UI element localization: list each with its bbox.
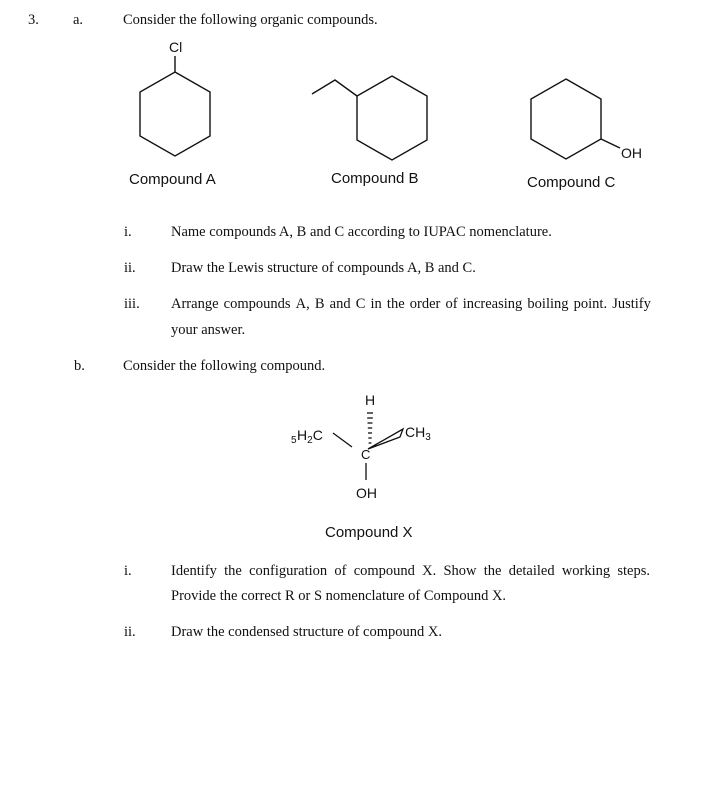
item-b-ii-label: ii. [124, 624, 136, 640]
word: B [314, 296, 325, 312]
compound-x-h: H [365, 392, 376, 408]
item-a-iii-label: iii. [124, 296, 140, 312]
word: of [445, 296, 458, 312]
compound-x-center-c: C [361, 447, 371, 462]
item-b-ii-text: Draw the condensed structure of compound X. [171, 624, 442, 640]
right-ch: CH [405, 424, 426, 440]
compound-b-name: Compound B [331, 170, 419, 187]
word: working [561, 563, 611, 579]
compound-x-name: Compound X [325, 524, 413, 541]
left-bond [333, 433, 352, 447]
compound-x-right-group [405, 424, 431, 443]
word: increasing [462, 296, 523, 312]
compound-c-name: Compound C [527, 174, 616, 191]
word: steps. [617, 563, 650, 579]
part-b-prompt: Consider the following compound. [123, 358, 326, 374]
word: Arrange [171, 296, 219, 312]
word: compound [353, 563, 415, 579]
word: X. [422, 563, 437, 579]
word: C [355, 296, 366, 312]
word: the [224, 563, 242, 579]
word: boiling [527, 296, 569, 312]
word: A, [295, 296, 310, 312]
item-a-ii-text: Draw the Lewis structure of compounds A, B and C. [171, 260, 476, 276]
item-b-i-text2: Provide the correct R or S nomenclature of Compound X. [171, 588, 507, 604]
compound-a-substituent: Cl [169, 39, 183, 55]
item-b-i-text [171, 563, 650, 580]
word: detailed [508, 563, 555, 579]
wedge-bond [368, 429, 403, 449]
word: of [334, 563, 347, 579]
word: configuration [249, 563, 328, 579]
left-sub-5: 5 [291, 435, 297, 446]
word: Show [443, 563, 477, 579]
part-b-label: b. [74, 358, 85, 374]
word: and [329, 296, 351, 312]
word: the [386, 296, 405, 312]
compound-c-substituent: OH [621, 145, 642, 161]
word: in [370, 296, 382, 312]
item-a-i-label: i. [124, 224, 132, 240]
word: compounds [223, 296, 291, 312]
hash-bond [367, 413, 373, 443]
item-a-i-text: Name compounds A, B and C according to IUPAC nomenclature. [171, 224, 552, 240]
item-a-iii-text2: your answer. [171, 322, 246, 338]
left-h: H [297, 427, 308, 443]
left-sub-2: 2 [307, 435, 313, 446]
compound-x-left-group [291, 427, 323, 446]
part-a-prompt: Consider the following organic compounds. [123, 12, 378, 28]
item-a-ii-label: ii. [124, 260, 136, 276]
compound-a-name: Compound A [129, 171, 216, 188]
left-c: C [312, 427, 323, 443]
word: point. [573, 296, 608, 312]
word: Identify [171, 563, 217, 579]
word: the [483, 563, 502, 579]
word: order [409, 296, 441, 312]
compound-x-oh: OH [356, 485, 377, 501]
part-a-label: a. [73, 12, 84, 28]
right-sub-3: 3 [425, 432, 431, 443]
item-b-i-label: i. [124, 563, 132, 579]
question-number: 3. [28, 12, 39, 28]
word: Justify [612, 296, 651, 312]
